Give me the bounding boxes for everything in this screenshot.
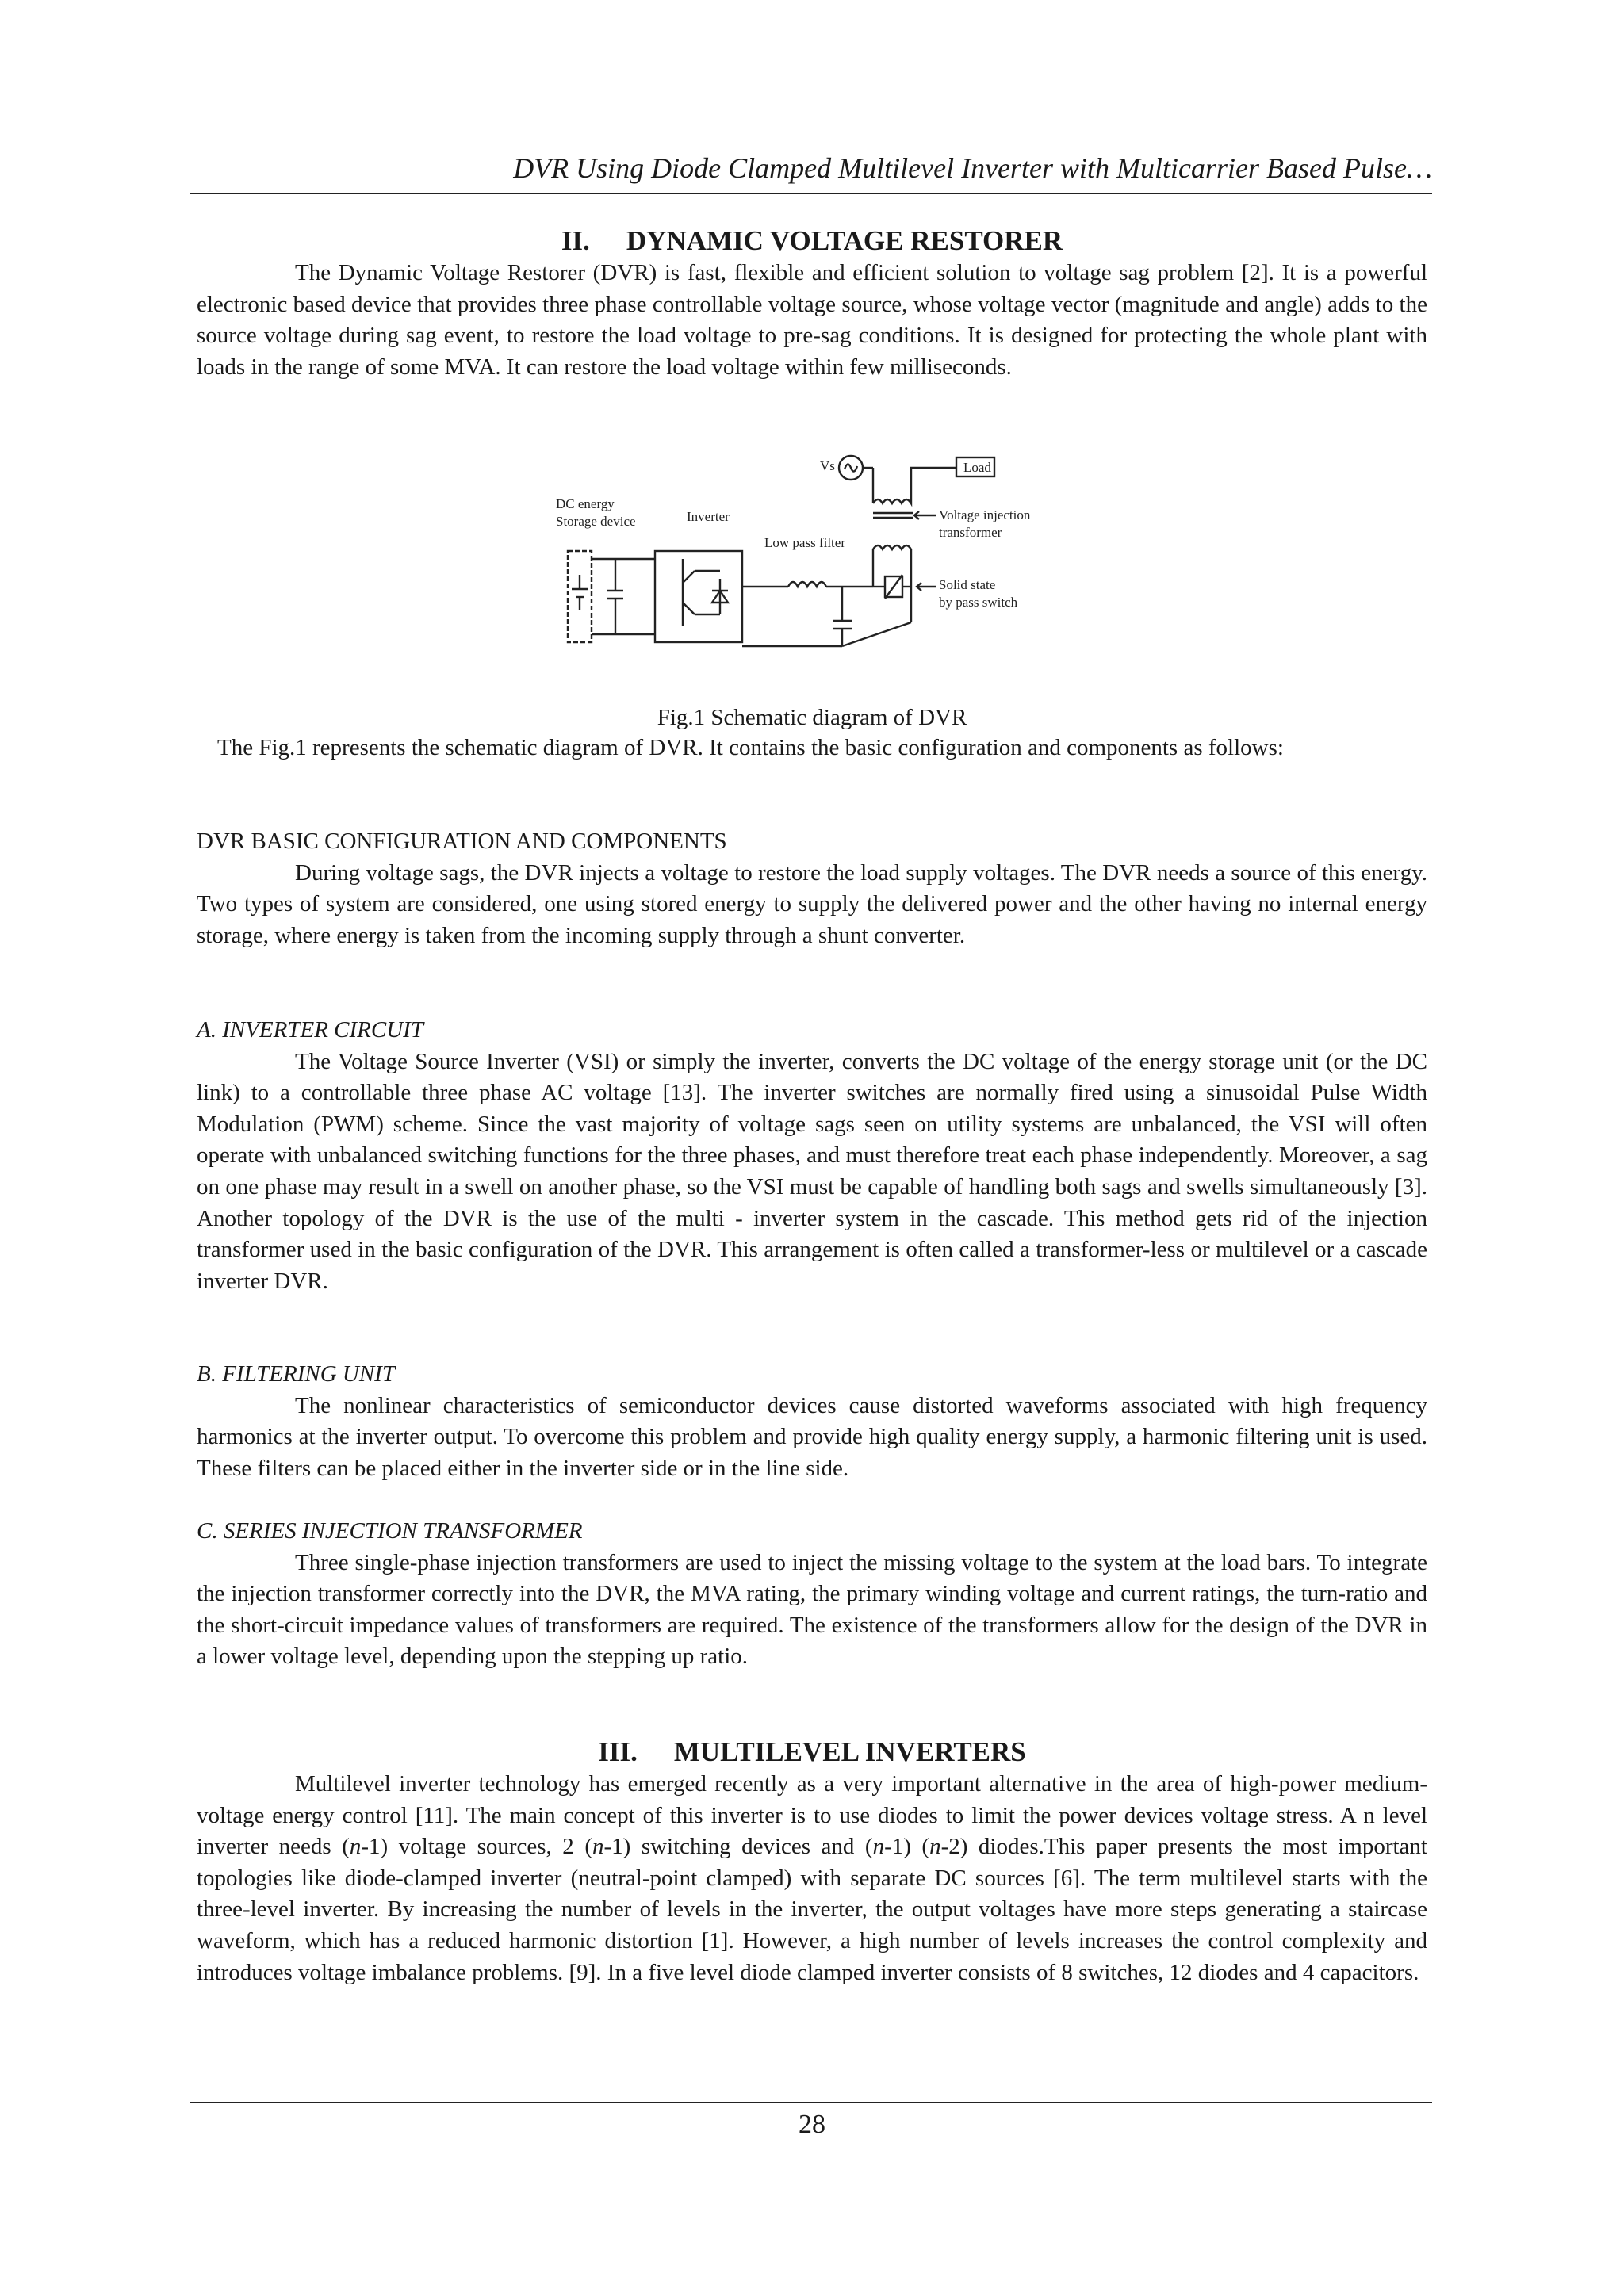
section-2: [197, 224, 1427, 383]
section-title: DYNAMIC VOLTAGE RESTORER: [626, 225, 1063, 256]
load-label: Load: [963, 460, 991, 475]
bypass-switch-label: Solid state: [939, 577, 996, 592]
bypass-switch-label-2: by pass switch: [939, 595, 1018, 610]
series-transformer-section: [197, 1516, 1427, 1673]
section-number: III.: [598, 1736, 638, 1767]
text-run: -2) diodes.This paper presents the most important topologies like diode-clamped inverter (neutral-point clamped) with separate DC sources [6]. The term multilevel starts with the three-level inverter. By increasing the number of levels in the inverter, the output voltages have more steps generating a staircase waveform, which has a reduced harmonic distortion [1]. However, a high number of levels increases the control complexity and introduces voltage imbalance problems. [9]. In a five level diode clamped inverter consists of 8 switches, 12 diodes and 4 capacitors.: [197, 1834, 1427, 1985]
figure-caption: Fig.1 Schematic diagram of DVR: [657, 705, 967, 730]
section-heading: [197, 224, 1427, 258]
text-run: -1) voltage sources, 2 (: [361, 1834, 592, 1860]
filtering-unit-section: [197, 1359, 1427, 1484]
dvr-schematic-diagram: [536, 448, 1091, 678]
config-section: [197, 826, 1427, 951]
text-run: -1) switching devices and (: [603, 1834, 873, 1860]
text-run: -1) (: [884, 1834, 930, 1860]
footer-rule: [190, 2102, 1432, 2103]
inverter-label: Inverter: [687, 509, 730, 524]
variable-n: n: [872, 1834, 885, 1860]
section-heading: [197, 1735, 1427, 1769]
config-paragraph: During voltage sags, the DVR injects a voltage to restore the load supply voltages. The DVR needs a source of this energy. Two types of system are considered, one using stored energy to supply the delivered power and the other having no internal energy storage, where energy is taken from the incoming supply through a shunt converter.: [197, 859, 1427, 948]
variable-n: n: [592, 1834, 604, 1860]
voltage-injection-transformer-label-2: transformer: [939, 525, 1002, 540]
low-pass-filter-label: Low pass filter: [764, 535, 845, 550]
dvr-schematic-figure: [536, 448, 1091, 678]
subsection-heading: B. FILTERING UNIT: [197, 1361, 395, 1387]
section-intro-paragraph: The Dynamic Voltage Restorer (DVR) is fast, flexible and efficient solution to voltage sag problem [2]. It is a powerful electronic based device that provides three phase controllable voltage source, whose voltage vector (magnitude and angle) adds to the source voltage during sag event, to restore the load voltage to pre-sag conditions. It is designed for protecting the whole plant with loads in the range of some MVA. It can restore the load voltage within few milliseconds.: [197, 260, 1427, 380]
inverter-circuit-paragraph: The Voltage Source Inverter (VSI) or simply the inverter, converts the DC voltage of the energy storage unit (or the DC link) to a controllable three phase AC voltage [13]. The inverter switches are normally fired using a sinusoidal Pulse Width Modulation (PWM) scheme. Since the vast majority of voltage sags seen on utility systems are unbalanced, the VSI will often operate with unbalanced switching functions for the three phases, and must therefore treat each phase independently. Moreover, a sag on one phase may result in a swell on another phase, so the VSI must be capable of handling both sags and swells simultaneously [3]. Another topology of the DVR is the use of the multi - inverter system in the cascade. This method gets rid of the injection transformer used in the basic configuration of the DVR. This arrangement is often called a transformer-less or multilevel or a cascade inverter DVR.: [197, 1048, 1427, 1294]
filtering-unit-paragraph: The nonlinear characteristics of semiconductor devices cause distorted waveforms associated with high frequency harmonics at the inverter output. To overcome this problem and provide high quality energy supply, a harmonic filtering unit is used. These filters can be placed either in the inverter side or in the line side.: [197, 1392, 1427, 1481]
section-number: II.: [561, 225, 590, 256]
dc-storage-label: DC energy: [556, 496, 615, 511]
text-run: Multilevel inverter technology has emerged recently as a very important alternative in the area of high-power medium-voltage energy control [11]. The main concept of this inverter is to use diodes to limit the power devices voltage stress. A n level inverter needs (: [197, 1771, 1427, 1860]
figure-description-paragraph: The Fig.1 represents the schematic diagram of DVR. It contains the basic configuration and components as follows:: [217, 735, 1284, 760]
running-header: DVR Using Diode Clamped Multilevel Inverter with Multicarrier Based Pulse…: [513, 152, 1432, 184]
series-transformer-paragraph: Three single-phase injection transformers are used to inject the missing voltage to the system at the load bars. To integrate the injection transformer correctly into the DVR, the MVA rating, the primary winding voltage and current ratings, the turn-ratio and the short-circuit impedance values of transformers are required. The existence of the transformers allow for the design of the DVR in a lower voltage level, depending upon the stepping up ratio.: [197, 1549, 1427, 1670]
variable-n: n: [349, 1834, 362, 1860]
subsection-heading: C. SERIES INJECTION TRANSFORMER: [197, 1518, 583, 1544]
vs-label: Vs: [820, 458, 835, 473]
inverter-circuit-section: [197, 1015, 1427, 1297]
subsection-heading: A. INVERTER CIRCUIT: [197, 1017, 423, 1043]
page-number: 28: [799, 2110, 825, 2139]
voltage-injection-transformer-label: Voltage injection: [939, 507, 1031, 522]
subsection-heading: DVR BASIC CONFIGURATION AND COMPONENTS: [197, 828, 727, 854]
header-rule: [190, 193, 1432, 194]
section-title: MULTILEVEL INVERTERS: [673, 1736, 1026, 1767]
dc-storage-label-2: Storage device: [556, 514, 636, 529]
inverter-box: [655, 551, 742, 642]
variable-n: n: [929, 1834, 941, 1860]
multilevel-paragraph: [197, 1769, 1427, 1988]
section-3: [197, 1735, 1427, 1988]
figure-description-block: [197, 733, 1427, 764]
